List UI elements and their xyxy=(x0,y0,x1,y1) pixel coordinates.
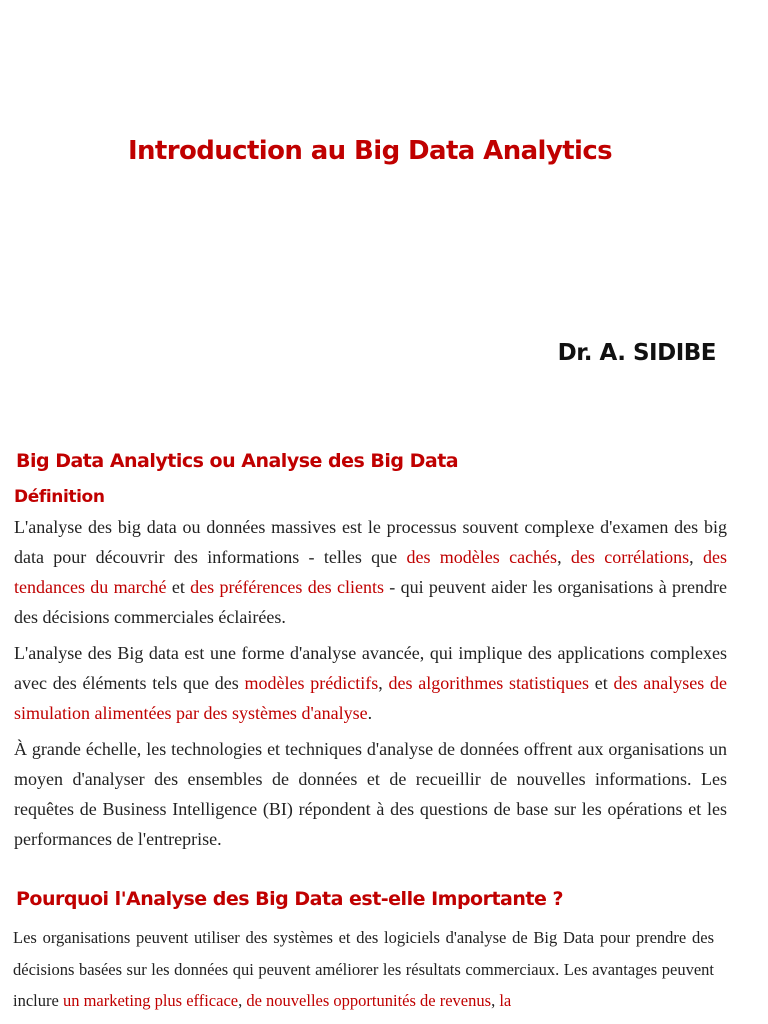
section-heading-why-important: Pourquoi l'Analyse des Big Data est-elle Importante ? xyxy=(16,888,564,910)
highlight-hidden-models: des modèles cachés xyxy=(406,547,558,567)
highlight-simulation-analyses: des analyses de simulation alimentées par des systèmes d'analyse xyxy=(14,673,727,723)
highlight-customer-preferences: des préférences des clients xyxy=(190,577,384,597)
highlight-truncated-text: la xyxy=(499,991,512,1010)
section-heading-big-data-analytics: Big Data Analytics ou Analyse des Big Data xyxy=(16,450,459,472)
highlight-new-revenue-opportunities: de nouvelles opportunités de revenus xyxy=(246,991,492,1010)
definition-paragraph-1: L'analyse des big data ou données massives est le processus souvent complexe d'examen des big data pour découvrir des informations - telles que des modèles cachés, des corrélations, des tendances du marché et des préférences des clients - qui peuvent aider les organisations à prendre des décisions commerciales éclairées. xyxy=(14,517,727,627)
highlight-predictive-models: modèles prédictifs xyxy=(244,673,379,693)
author-name: Dr. A. SIDIBE xyxy=(557,340,716,366)
highlight-correlations: des corrélations xyxy=(570,547,690,567)
highlight-statistical-algorithms: des algorithmes statistiques xyxy=(388,673,589,693)
highlight-market-trends: des tendances du marché xyxy=(14,547,727,597)
definition-paragraph-3: À grande échelle, les technologies et techniques d'analyse de données offrent aux organisations un moyen d'analyser des ensembles de données et de recueillir de nouvelles informations. Les requêtes de Business Intelligence (BI) répondent à des questions de base sur les opérations et les performances de l'entreprise. xyxy=(14,739,727,849)
highlight-efficient-marketing: un marketing plus efficace xyxy=(62,991,239,1010)
importance-paragraph-1: Les organisations peuvent utiliser des systèmes et des logiciels d'analyse de Big Data pour prendre des décisions basées sur les données qui peuvent améliorer les résultats commerciaux. Les avantages peuvent inclure un marketing plus efficace, de nouvelles opportunités de revenus, la xyxy=(13,928,714,1010)
definition-paragraph-2: L'analyse des Big data est une forme d'analyse avancée, qui implique des applications complexes avec des éléments tels que des modèles prédictifs, des algorithmes statistiques et des analyses de simulation alimentées par des systèmes d'analyse. xyxy=(14,643,727,723)
subheading-definition: Définition xyxy=(14,487,105,507)
document-title: Introduction au Big Data Analytics xyxy=(127,136,613,166)
